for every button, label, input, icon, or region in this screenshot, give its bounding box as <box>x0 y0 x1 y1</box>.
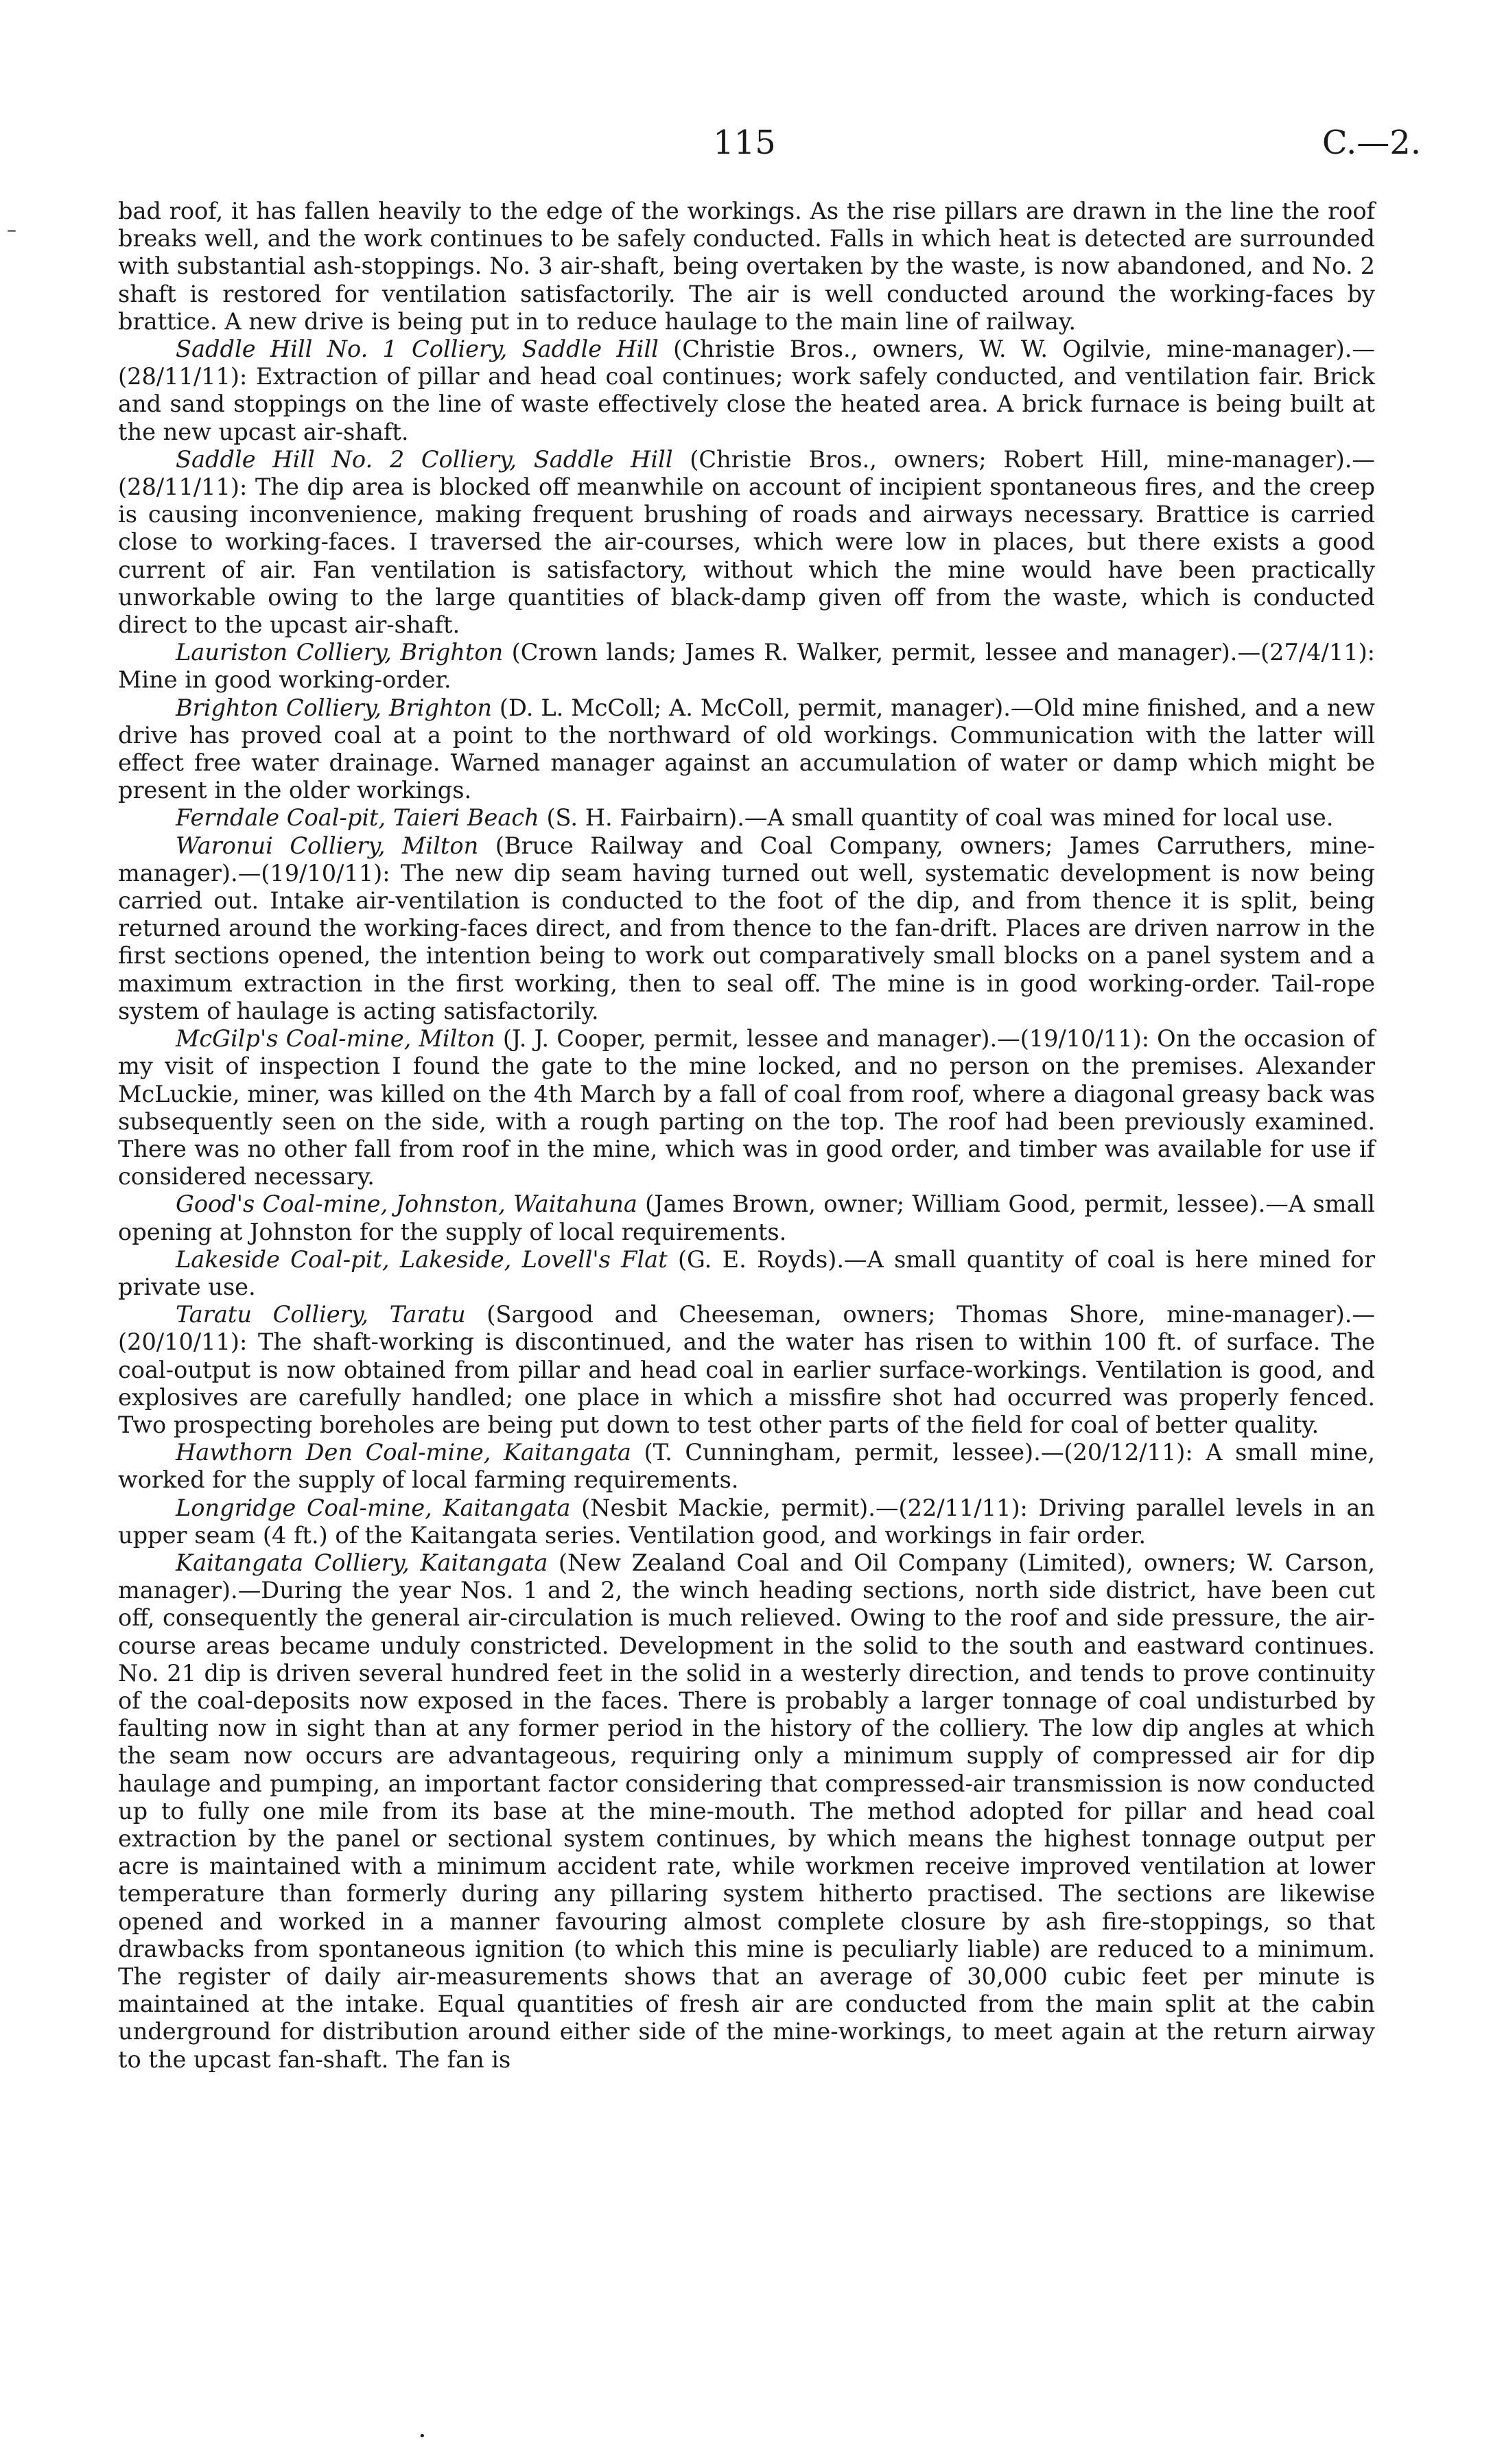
colliery-title: Taratu Colliery, Taratu <box>176 1301 466 1328</box>
paragraph-text: (Sargood and Cheeseman, owners; Thomas Shore, mine-manager).—(20/10/11): The shaft-working is discontinued, and the water has risen to within 100 ft. of surface. The coal-output is now obtained from pillar and head coal in earlier surface-workings. Ventilation is good, and explosives are carefully handled; one place in which a missfire shot had occurred was properly fenced. Two prospecting boreholes are being put down to test other parts of the field for coal of better quality. <box>118 1301 1375 1438</box>
colliery-title: Hawthorn Den Coal-mine, Kaitangata <box>176 1439 631 1466</box>
colliery-title: Lakeside Coal-pit, Lakeside, Lovell's Flat <box>176 1245 668 1273</box>
paragraph-text: bad roof, it has fallen heavily to the edge of the workings. As the rise pillars are drawn in the line the roof breaks well, and the work continues to be safely conducted. Falls in which heat is detected are surrounded with substantial ash-stoppings. No. 3 air-shaft, being overtaken by the waste, is now abandoned, and No. 2 shaft is restored for ventilation satisfactorily. The air is well conducted around the working-faces by brattice. A new drive is being put in to reduce haulage to the main line of railway. <box>118 198 1375 335</box>
colliery-title: Brighton Colliery, Brighton <box>176 694 492 721</box>
colliery-title: McGilp's Coal-mine, Milton <box>176 1025 495 1053</box>
paragraph-text: (S. H. Fairbairn).—A small quantity of coal was mined for local use. <box>539 804 1334 832</box>
paragraph-text: (T. Cunningham, permit, lessee).—(20/12/11): A small mine, worked for the supply of local farming requirements. <box>118 1439 1376 1494</box>
paragraph-lauriston <box>118 639 1375 694</box>
paragraph-saddle-hill-2 <box>118 446 1375 639</box>
paragraph-longridge <box>118 1494 1375 1549</box>
paragraph-ferndale <box>118 804 1375 832</box>
paragraph-good <box>118 1190 1375 1245</box>
paragraph-text: (D. L. McColl; A. McColl, permit, manager).—Old mine finished, and a new drive has proved coal at a point to the northward of old workings. Communication with the latter will effect free water drainage. Warned manager against an accumulation of water or damp which might be present in the older workings. <box>118 694 1376 804</box>
colliery-title: Longridge Coal-mine, Kaitangata <box>176 1494 571 1521</box>
page-number: 115 <box>713 124 776 162</box>
paragraph-text: (Bruce Railway and Coal Company, owners; James Carruthers, mine-manager).—(19/10/11): The new dip seam having turned out well, systematic development is now being carried out. Intake air-ventilation is conducted to the foot of the dip, and from thence it is split, being returned around the working-faces direct, and from thence to the fan-drift. Places are driven narrow in the first sections opened, the intention being to work out comparatively small blocks on a panel system and a maximum extraction in the first working, then to seal off. The mine is in good working-order. Tail-rope system of haulage is acting satisfactorily. <box>118 832 1375 1024</box>
paragraph-text: (Nesbit Mackie, permit).—(22/11/11): Driving parallel levels in an upper seam (4 ft.) of the Kaitangata series. Ventilation good, and workings in fair order. <box>118 1494 1375 1549</box>
report-body <box>118 198 1375 2074</box>
margin-mark: – <box>7 218 16 241</box>
paragraph-hawthorn-den <box>118 1439 1375 1494</box>
paragraph-text: (G. E. Royds).—A small quantity of coal is here mined for private use. <box>118 1245 1375 1300</box>
document-reference: C.—2. <box>1322 124 1421 162</box>
paragraph-lakeside <box>118 1246 1375 1301</box>
paragraph-brighton <box>118 694 1375 805</box>
paragraph-continuation <box>118 198 1375 336</box>
paragraph-text: (Christie Bros., owners; Robert Hill, mine-manager).—(28/11/11): The dip area is blocked off meanwhile on account of incipient spontaneous fires, and the creep is causing inconvenience, making frequent brushing of roads and airways necessary. Brattice is carried close to working-faces. I traversed the air-courses, which were low in places, but there exists a good current of air. Fan ventilation is satisfactory, without which the mine would have been practically unworkable owing to the large quantities of black-damp given off from the waste, which is conducted direct to the upcast air-shaft. <box>118 445 1375 639</box>
colliery-title: Good's Coal-mine, Johnston, Waitahuna <box>176 1190 637 1218</box>
paragraph-text: (Crown lands; James R. Walker, permit, lessee and manager).—(27/4/11): Mine in good working-order. <box>118 639 1375 694</box>
paragraph-text: (Christie Bros., owners, W. W. Ogilvie, mine-manager).—(28/11/11): Extraction of pillar and head coal continues; work safely conducted, and ventilation fair. Brick and sand stoppings on the line of waste effectively close the heated area. A brick furnace is being built at the new upcast air-shaft. <box>118 336 1375 445</box>
paragraph-saddle-hill-1 <box>118 336 1375 446</box>
colliery-title: Ferndale Coal-pit, Taieri Beach <box>176 804 539 832</box>
paragraph-text: (New Zealand Coal and Oil Company (Limited), owners; W. Carson, manager).—During the year Nos. 1 and 2, the winch heading sections, north side district, have been cut off, consequently the general air-circulation is much relieved. Owing to the roof and side pressure, the air-course areas became unduly constricted. Development in the solid to the south and eastward continues. No. 21 dip is driven several hundred feet in the solid in a westerly direction, and tends to prove continuity of the coal-deposits now exposed in the faces. There is probably a larger tonnage of coal undisturbed by faulting now in sight than at any former period in the history of the colliery. The low dip angles at which the seam now occurs are advantageous, requiring only a minimum supply of compressed air for dip haulage and pumping, an important factor considering that compressed-air transmission is now conducted up to fully one mile from its base at the mine-mouth. The method adopted for pillar and head coal extraction by the panel or sectional system continues, by which means the highest tonnage output per acre is maintained with a minimum accident rate, while workmen receive improved ventilation at lower temperature than formerly during any pillaring system hitherto practised. The sections are likewise opened and worked in a manner favouring almost complete closure by ash fire-stoppings, so that drawbacks from spontaneous ignition (to which this mine is peculiarly liable) are reduced to a minimum. The register of daily air-measurements shows that an average of 30,000 cubic feet per minute is maintained at the intake. Equal quantities of fresh air are conducted from the main split at the cabin underground for distribution around either side of the mine-workings, to meet again at the return airway to the upcast fan-shaft. The fan is <box>118 1549 1375 2073</box>
colliery-title: Waronui Colliery, Milton <box>176 832 479 859</box>
paragraph-kaitangata <box>118 1549 1375 2074</box>
bottom-margin-mark: • <box>419 2429 426 2443</box>
paragraph-taratu <box>118 1301 1375 1439</box>
paragraph-text: (James Brown, owner; William Good, permit, lessee).—A small opening at Johnston for the supply of local requirements. <box>118 1190 1375 1245</box>
colliery-title: Kaitangata Colliery, Kaitangata <box>176 1549 548 1576</box>
paragraph-waronui <box>118 832 1375 1025</box>
paragraph-text: (J. J. Cooper, permit, lessee and manager).—(19/10/11): On the occasion of my visit of inspection I found the gate to the mine locked, and no person on the premises. Alexander McLuckie, miner, was killed on the 4th March by a fall of coal from roof, where a diagonal greasy back was subsequently seen on the side, with a rough parting on the top. The roof had been previously examined. There was no other fall from roof in the mine, which was in good order, and timber was available for use if considered necessary. <box>118 1025 1376 1190</box>
colliery-title: Lauriston Colliery, Brighton <box>176 639 504 666</box>
colliery-title: Saddle Hill No. 1 Colliery, Saddle Hill <box>176 336 659 363</box>
colliery-title: Saddle Hill No. 2 Colliery, Saddle Hill <box>176 445 673 473</box>
paragraph-mcgilp <box>118 1025 1375 1190</box>
